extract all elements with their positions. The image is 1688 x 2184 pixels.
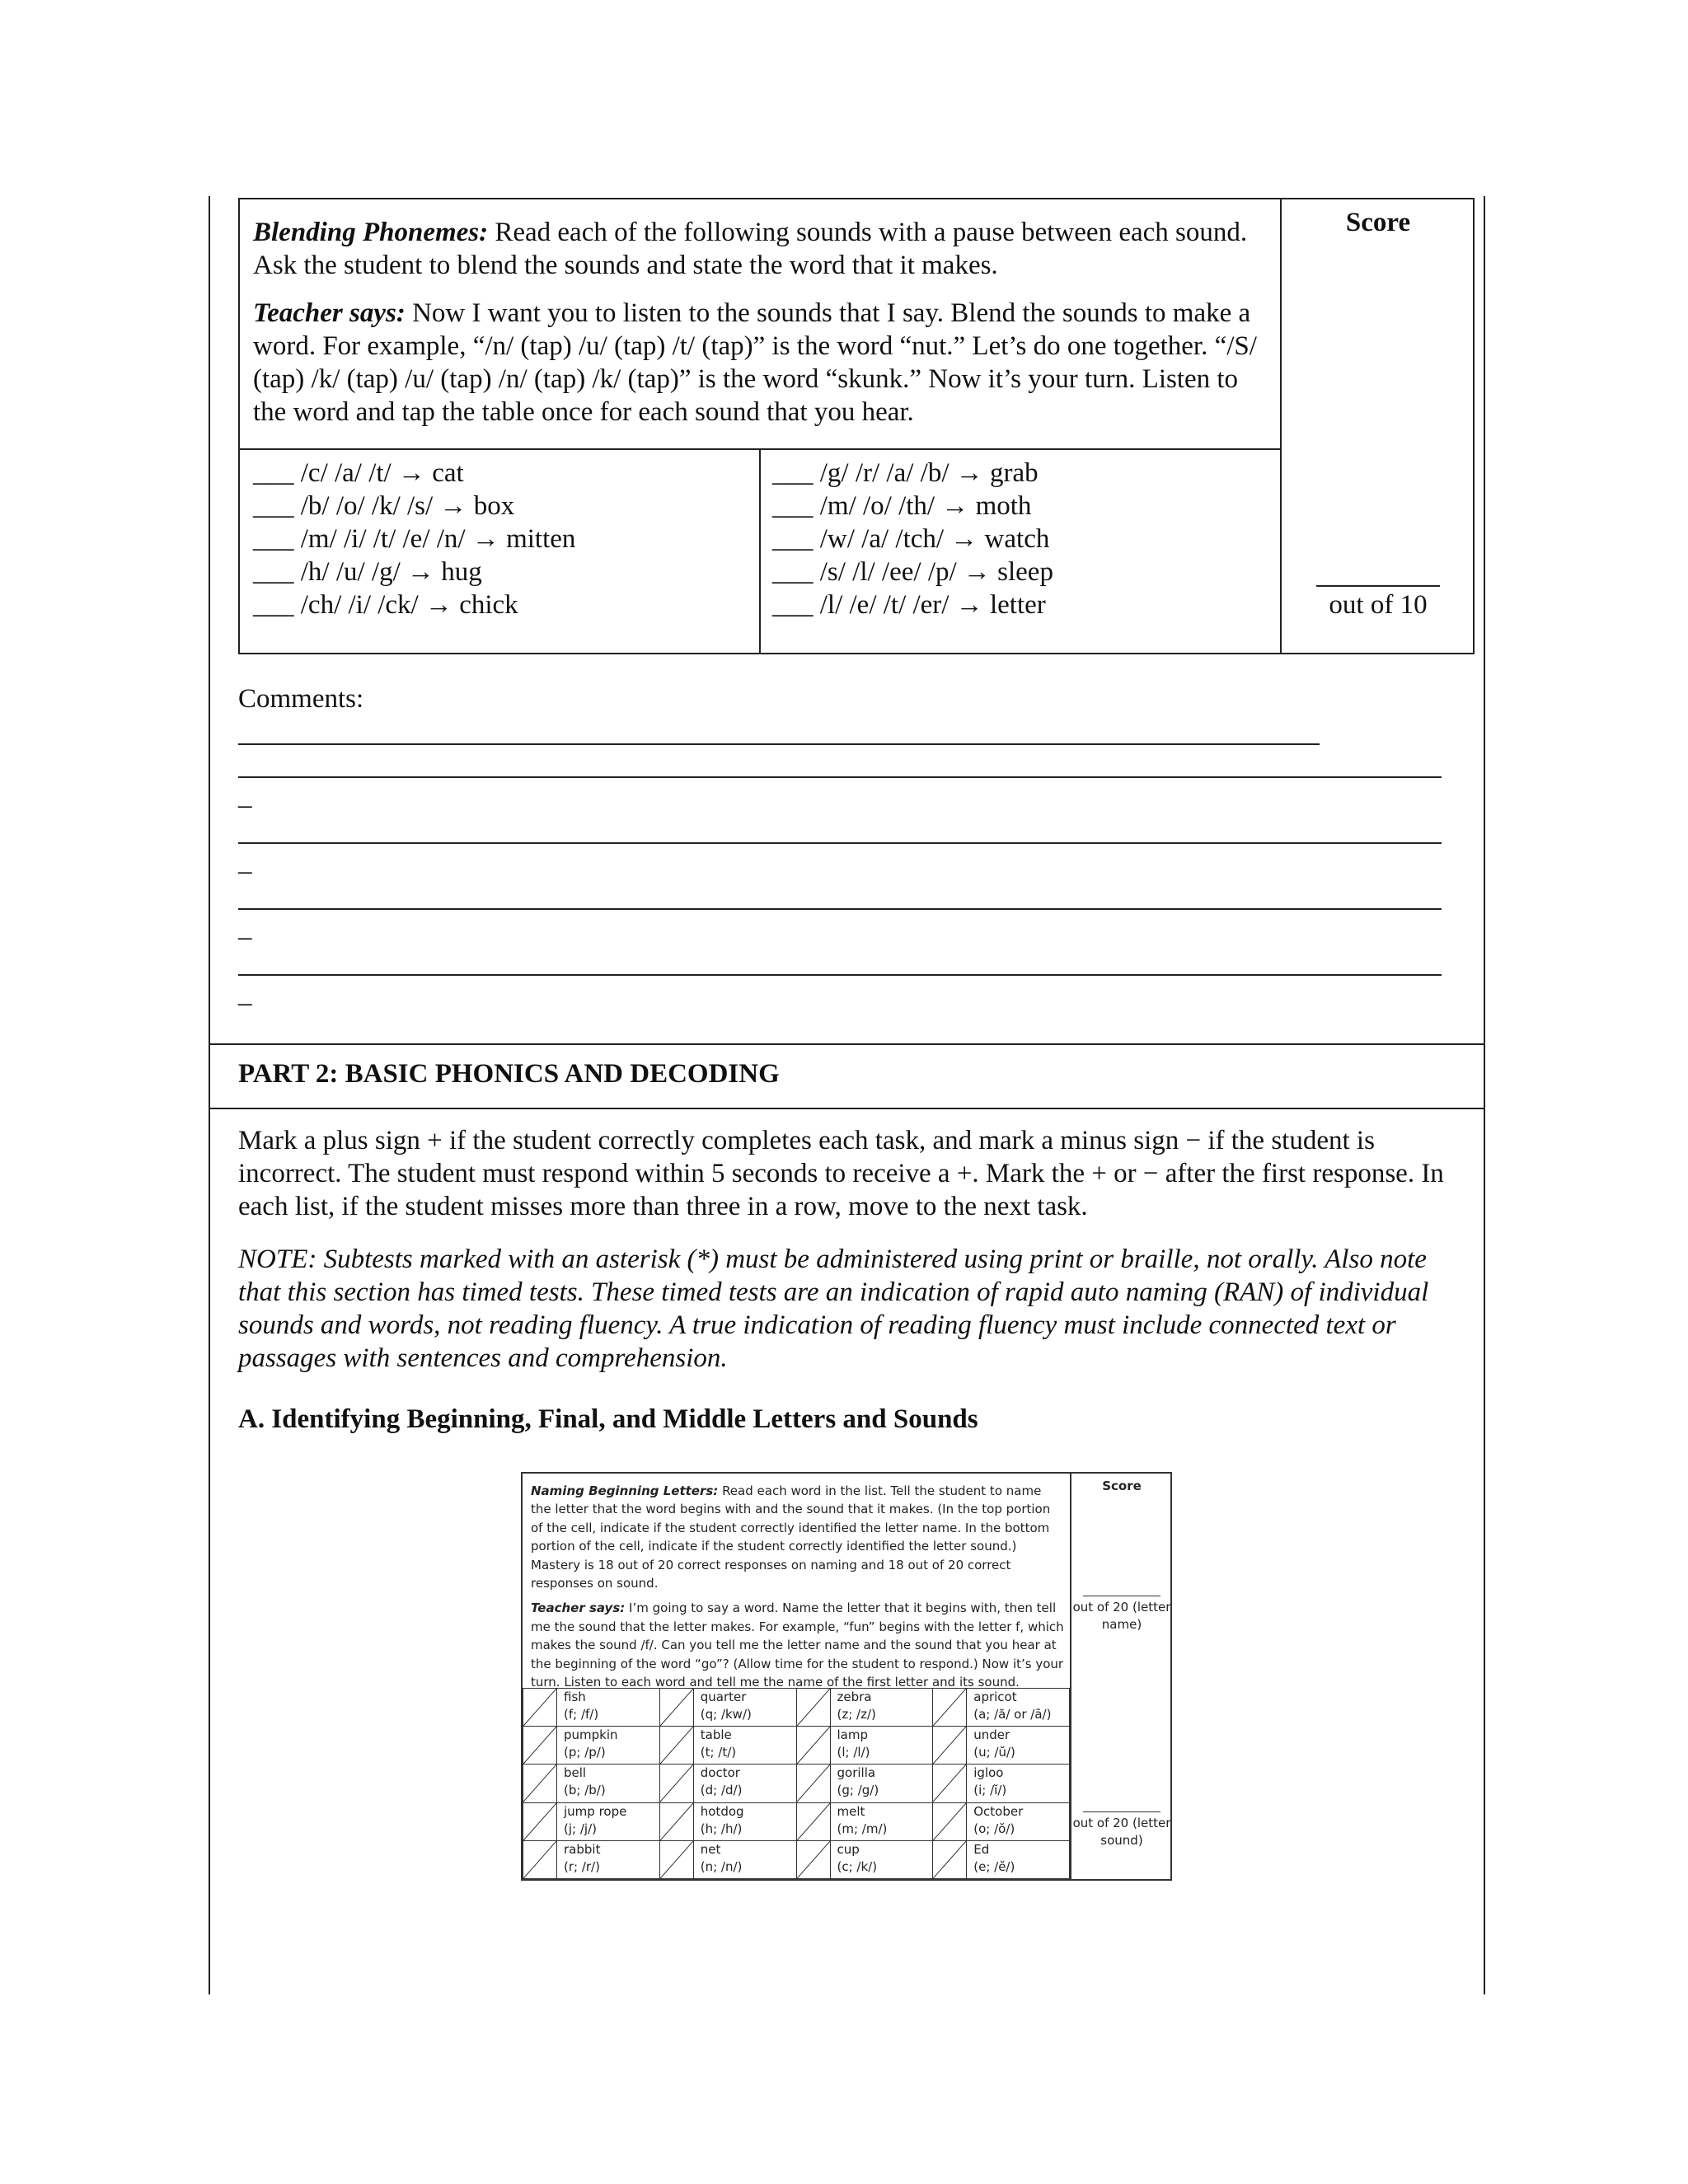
diagonal-divider-icon bbox=[523, 1689, 556, 1726]
score-label: Score bbox=[1345, 208, 1411, 237]
comment-dash: _ bbox=[238, 847, 252, 877]
blending-items-right bbox=[772, 457, 1053, 621]
score-out-of: out of 10 bbox=[1329, 590, 1428, 620]
sound-text: (j; /j/) bbox=[564, 1821, 597, 1836]
letter-sound-score-blank[interactable] bbox=[1083, 1811, 1160, 1812]
naming-grid-row bbox=[523, 1727, 1070, 1765]
word-cell bbox=[830, 1802, 933, 1840]
comment-dash: _ bbox=[238, 913, 252, 943]
response-cell[interactable] bbox=[796, 1727, 830, 1765]
naming-score-label: Score bbox=[1102, 1479, 1142, 1493]
sound-text: (a; /ă/ or /ā/) bbox=[973, 1707, 1052, 1722]
word-cell bbox=[830, 1727, 933, 1765]
word-cell bbox=[693, 1802, 796, 1840]
word-cell bbox=[557, 1727, 660, 1765]
letter-name-score-out-of: out of 20 (letter name) bbox=[1072, 1600, 1171, 1632]
word-text: doctor bbox=[700, 1765, 740, 1781]
word-text: rabbit bbox=[564, 1841, 601, 1857]
naming-teacher-text: I’m going to say a word. Name the letter that it begins with, then tell me the sound that the letter makes. For example, “fun” begins with the letter f, which makes the sound /f/. Can you tell me the letter name and the sound that you hear at the beginning of the word “go”? (Allow time for the student to respond.) Now it’s your turn. Listen to each word and tell me the name of the first letter and its sound. bbox=[531, 1601, 1064, 1690]
comments-label: Comments: bbox=[238, 684, 364, 714]
blend-item[interactable]: ___ /g/ /r/ /a/ /b/ → grab bbox=[772, 458, 1039, 488]
blending-instructions bbox=[253, 216, 1267, 443]
word-text: bell bbox=[564, 1765, 587, 1781]
response-cell[interactable] bbox=[796, 1765, 830, 1802]
blending-column-divider bbox=[759, 448, 761, 653]
sound-text: (d; /d/) bbox=[700, 1783, 743, 1798]
diagonal-divider-icon bbox=[660, 1841, 693, 1878]
diagonal-divider-icon bbox=[660, 1803, 693, 1840]
naming-word-grid bbox=[523, 1688, 1070, 1879]
teacher-says-label: Teacher says: bbox=[253, 298, 406, 328]
response-cell[interactable] bbox=[933, 1727, 967, 1765]
blending-title: Blending Phonemes: bbox=[253, 218, 489, 247]
blend-item[interactable]: ___ /h/ /u/ /g/ → hug bbox=[253, 557, 482, 587]
sound-text: (u; /ŭ/) bbox=[973, 1745, 1015, 1760]
diagonal-divider-icon bbox=[523, 1841, 556, 1878]
response-cell[interactable] bbox=[796, 1689, 830, 1727]
sound-text: (r; /r/) bbox=[564, 1858, 600, 1874]
response-cell[interactable] bbox=[933, 1689, 967, 1727]
part2-band-bottom bbox=[209, 1108, 1484, 1109]
word-text: igloo bbox=[973, 1765, 1004, 1781]
word-cell bbox=[967, 1727, 1070, 1765]
page-border-right bbox=[1484, 196, 1485, 1994]
sound-text: (f; /f/) bbox=[564, 1707, 599, 1722]
word-cell bbox=[557, 1840, 660, 1878]
response-cell[interactable] bbox=[523, 1840, 557, 1878]
word-cell bbox=[967, 1802, 1070, 1840]
blending-phonemes-table bbox=[238, 198, 1475, 654]
word-cell bbox=[693, 1765, 796, 1802]
score-blank[interactable] bbox=[1316, 585, 1440, 587]
naming-grid-row bbox=[523, 1689, 1070, 1727]
word-text: cup bbox=[837, 1841, 860, 1857]
sound-text: (b; /b/) bbox=[564, 1783, 606, 1798]
word-cell bbox=[967, 1840, 1070, 1878]
word-text: zebra bbox=[837, 1690, 872, 1704]
diagonal-divider-icon bbox=[797, 1803, 830, 1840]
sound-text: (e; /ĕ/) bbox=[973, 1858, 1015, 1874]
word-text: jump rope bbox=[564, 1803, 627, 1819]
diagonal-divider-icon bbox=[523, 1765, 556, 1802]
word-cell bbox=[830, 1765, 933, 1802]
diagonal-divider-icon bbox=[797, 1765, 830, 1802]
blending-instruction-text: Read each of the following sounds with a pause between each sound. Ask the student to blend the sounds and state the word that it makes. bbox=[253, 218, 1248, 280]
word-cell bbox=[557, 1689, 660, 1727]
diagonal-divider-icon bbox=[797, 1689, 830, 1726]
response-cell[interactable] bbox=[523, 1689, 557, 1727]
blend-item[interactable]: ___ /w/ /a/ /tch/ → watch bbox=[772, 524, 1050, 554]
part2-instructions bbox=[238, 1124, 1458, 1223]
diagonal-divider-icon bbox=[797, 1727, 830, 1764]
naming-instruction-text: Read each word in the list. Tell the student to name the letter that the word begins with and the sound that it makes. (In the top portion of the cell, indicate if the student correctly identified the letter name. In the bottom portion of the cell, indicate if the student correctly identified the letter sound.) Mastery is 18 out of 20 correct responses on naming and 18 out of 20 correct responses on sound. bbox=[531, 1483, 1051, 1591]
word-text: October bbox=[973, 1803, 1024, 1819]
response-cell[interactable] bbox=[933, 1840, 967, 1878]
sound-text: (c; /k/) bbox=[837, 1858, 878, 1874]
comment-dash: _ bbox=[238, 781, 252, 811]
comment-line[interactable] bbox=[238, 776, 1442, 778]
naming-content bbox=[523, 1474, 1070, 1879]
word-cell bbox=[967, 1765, 1070, 1802]
word-cell bbox=[693, 1840, 796, 1878]
response-cell[interactable] bbox=[933, 1765, 967, 1802]
word-text: gorilla bbox=[837, 1765, 876, 1781]
response-cell[interactable] bbox=[523, 1727, 557, 1765]
sound-text: (g; /g/) bbox=[837, 1783, 879, 1798]
word-text: table bbox=[700, 1727, 732, 1743]
naming-title: Naming Beginning Letters: bbox=[531, 1483, 719, 1498]
word-cell bbox=[693, 1727, 796, 1765]
diagonal-divider-icon bbox=[933, 1727, 966, 1764]
word-cell bbox=[967, 1689, 1070, 1727]
diagonal-divider-icon bbox=[933, 1765, 966, 1802]
naming-grid-row bbox=[523, 1840, 1070, 1878]
diagonal-divider-icon bbox=[797, 1841, 830, 1878]
response-cell[interactable] bbox=[659, 1689, 693, 1727]
part2-band-top bbox=[209, 1043, 1484, 1045]
word-text: lamp bbox=[837, 1727, 868, 1743]
word-cell bbox=[557, 1765, 660, 1802]
word-cell bbox=[557, 1802, 660, 1840]
blending-content bbox=[240, 199, 1280, 653]
word-cell bbox=[830, 1840, 933, 1878]
word-text: hotdog bbox=[700, 1803, 744, 1819]
word-text: fish bbox=[564, 1690, 586, 1704]
comment-dash: _ bbox=[238, 979, 252, 1009]
blend-item[interactable]: ___ /b/ /o/ /k/ /s/ → box bbox=[253, 491, 515, 521]
part2-instructions-text: Mark a plus sign + if the student correctly completes each task, and mark a minus sign − if the student is incorrect. The student must respond within 5 seconds to receive a +. Mark the + or − after the first response. In each list, if the student misses more than three in a row, move to the next task. bbox=[238, 1126, 1444, 1221]
response-cell[interactable] bbox=[523, 1765, 557, 1802]
naming-grid-row bbox=[523, 1765, 1070, 1802]
diagonal-divider-icon bbox=[523, 1803, 556, 1840]
naming-score-column bbox=[1070, 1474, 1172, 1879]
comment-line[interactable] bbox=[238, 743, 1320, 745]
sound-text: (l; /l/) bbox=[837, 1745, 870, 1760]
sound-text: (n; /n/) bbox=[700, 1858, 743, 1874]
sound-text: (t; /t/) bbox=[700, 1745, 737, 1760]
section-a-heading: A. Identifying Beginning, Final, and Middle Letters and Sounds bbox=[238, 1404, 978, 1434]
blend-item[interactable]: ___ /ch/ /i/ /ck/ → chick bbox=[253, 590, 518, 620]
blend-item[interactable]: ___ /m/ /o/ /th/ → moth bbox=[772, 491, 1032, 521]
word-text: net bbox=[700, 1841, 721, 1857]
response-cell[interactable] bbox=[523, 1802, 557, 1840]
sound-text: (z; /z/) bbox=[837, 1707, 876, 1722]
blend-item[interactable]: ___ /m/ /i/ /t/ /e/ /n/ → mitten bbox=[253, 524, 576, 554]
diagonal-divider-icon bbox=[933, 1689, 966, 1726]
sound-text: (q; /kw/) bbox=[700, 1707, 752, 1722]
naming-grid-row bbox=[523, 1802, 1070, 1840]
diagonal-divider-icon bbox=[660, 1727, 693, 1764]
response-cell[interactable] bbox=[659, 1765, 693, 1802]
response-cell[interactable] bbox=[796, 1802, 830, 1840]
diagonal-divider-icon bbox=[660, 1689, 693, 1726]
diagonal-divider-icon bbox=[933, 1803, 966, 1840]
naming-teacher-label: Teacher says: bbox=[531, 1601, 626, 1616]
sound-text: (h; /h/) bbox=[700, 1821, 743, 1836]
diagonal-divider-icon bbox=[933, 1841, 966, 1878]
response-cell[interactable] bbox=[659, 1840, 693, 1878]
page-border-left bbox=[209, 196, 210, 1994]
blending-score-column bbox=[1280, 199, 1475, 653]
word-text: under bbox=[973, 1727, 1010, 1743]
response-cell[interactable] bbox=[933, 1802, 967, 1840]
comment-line[interactable] bbox=[238, 908, 1442, 910]
word-text: Ed bbox=[973, 1841, 990, 1857]
word-cell bbox=[693, 1689, 796, 1727]
naming-instructions bbox=[531, 1482, 1065, 1698]
sound-text: (m; /m/) bbox=[837, 1821, 888, 1836]
word-text: quarter bbox=[700, 1690, 747, 1704]
part2-note: NOTE: Subtests marked with an asterisk (*) must be administered using print or braille, not orally. Also note that this section has timed tests. These timed tests are an indication of rapid auto naming (RAN) of individual sounds and words, not reading fluency. A true indication of reading fluency must include connected text or passages with sentences and comprehension. bbox=[238, 1244, 1429, 1373]
naming-beginning-letters-table bbox=[521, 1472, 1172, 1881]
word-text: apricot bbox=[973, 1690, 1017, 1704]
diagonal-divider-icon bbox=[660, 1765, 693, 1802]
response-cell[interactable] bbox=[659, 1727, 693, 1765]
letter-sound-score-out-of: out of 20 (letter sound) bbox=[1072, 1816, 1171, 1848]
word-text: melt bbox=[837, 1803, 865, 1819]
blending-items-left bbox=[253, 457, 575, 621]
diagonal-divider-icon bbox=[523, 1727, 556, 1764]
sound-text: (p; /p/) bbox=[564, 1745, 606, 1760]
blend-item[interactable]: ___ /c/ /a/ /t/ → cat bbox=[253, 458, 464, 488]
response-cell[interactable] bbox=[659, 1802, 693, 1840]
part2-title: PART 2: BASIC PHONICS AND DECODING bbox=[238, 1059, 780, 1089]
sound-text: (o; /ŏ/) bbox=[973, 1821, 1015, 1836]
sound-text: (i; /ĭ/) bbox=[973, 1783, 1007, 1798]
teacher-says-text: Now I want you to listen to the sounds that I say. Blend the sounds to make a word. For example, “/n/ (tap) /u/ (tap) /t/ (tap)” is the word “nut.” Let’s do one together. “/S/ (tap) /k/ (tap) /u/ (tap) /n/ (tap) /k/ (tap)” is the word “skunk.” Now it’s your turn. Listen to the word and tap the table once for each sound that you hear. bbox=[253, 298, 1257, 427]
blend-item[interactable]: ___ /l/ /e/ /t/ /er/ → letter bbox=[772, 590, 1046, 620]
word-text: pumpkin bbox=[564, 1727, 618, 1743]
comment-line[interactable] bbox=[238, 842, 1442, 844]
word-cell bbox=[830, 1689, 933, 1727]
comment-line[interactable] bbox=[238, 974, 1442, 976]
blend-item[interactable]: ___ /s/ /l/ /ee/ /p/ → sleep bbox=[772, 557, 1053, 587]
response-cell[interactable] bbox=[796, 1840, 830, 1878]
